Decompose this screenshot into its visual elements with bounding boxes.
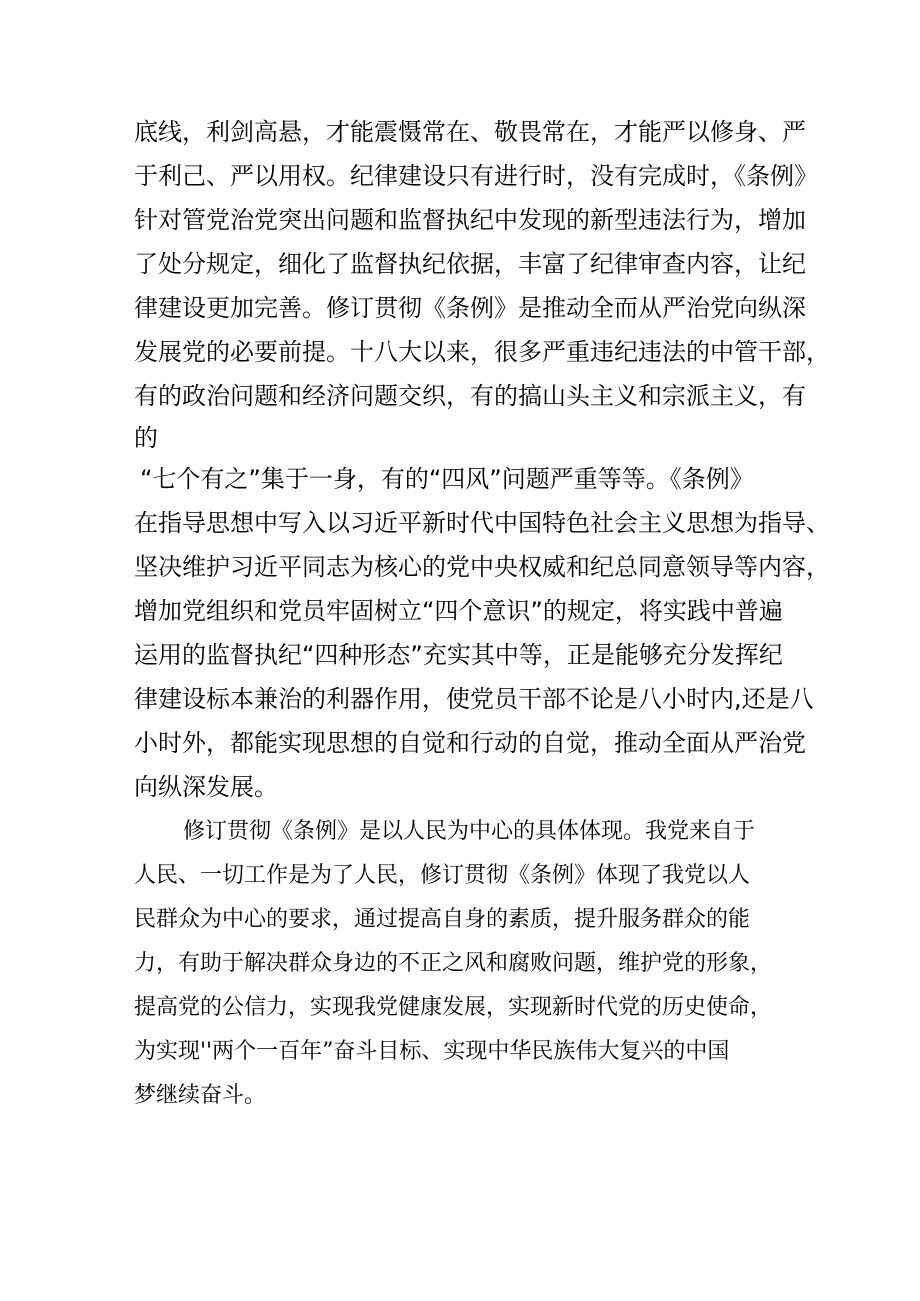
- text-line: 在指导思想中写入以习近平新时代中国特色社会主义思想为指导、: [134, 509, 830, 537]
- text-line: 小时外，都能实现思想的自觉和行动的自觉，推动全面从严治党: [134, 729, 806, 757]
- text-line: 坚决维护习近平同志为核心的党中央权威和纪总同意领导等内容，: [134, 553, 830, 581]
- text-line: 于利己、严以用权。纪律建设只有进行时，没有完成时，《条例》: [134, 162, 818, 190]
- text-line: 修订贯彻《条例》是以人民为中心的具体体现。我党来自于: [183, 819, 756, 844]
- text-line: 针对管党治党突出问题和监督执纪中发现的新型违法行为，增加: [134, 206, 806, 234]
- text-line: 增加党组织和党员牢固树立“四个意识”的规定，将实践中普遍: [134, 597, 783, 625]
- text-line: “七个有之”集于一身，有的“四风”问题严重等等。《条例》: [140, 465, 754, 493]
- text-line: 有的政治问题和经济问题交织，有的搞山头主义和宗派主义，有: [134, 382, 806, 410]
- text-line: 律建设标本兼治的利器作用，使党员干部不论是八小时内,还是八: [134, 685, 814, 713]
- text-line: 了处分规定，细化了监督执纪依据，丰富了纪律审查内容，让纪: [134, 250, 806, 278]
- text-line: 的: [134, 424, 158, 452]
- text-line: 力，有助于解决群众身边的不正之风和腐败问题，维护党的形象，: [134, 951, 773, 976]
- text-line: 为实现''两个一百年”奋斗目标、实现中华民族伟大复兴的中国: [134, 1039, 730, 1064]
- text-line: 提高党的公信力，实现我党健康发展，实现新时代党的历史使命，: [134, 995, 773, 1020]
- text-line: 民群众为中心的要求，通过提高自身的素质，提升服务群众的能: [134, 907, 751, 932]
- text-line: 人民、一切工作是为了人民，修订贯彻《条例》体现了我党以人: [134, 863, 751, 888]
- text-line: 梦继续奋斗。: [134, 1083, 267, 1108]
- text-line: 发展党的必要前提。十八大以来，很多严重违纪违法的中管干部，: [134, 338, 830, 366]
- text-line: 底线，利剑高悬，才能震慑常在、敬畏常在，才能严以修身、严: [134, 118, 806, 146]
- text-line: 向纵深发展。: [134, 773, 278, 801]
- text-line: 运用的监督执纪“四种形态”充实其中等，正是能够充分发挥纪: [134, 641, 783, 669]
- text-line: 律建设更加完善。修订贯彻《条例》是推动全而从严治党向纵深: [134, 294, 806, 322]
